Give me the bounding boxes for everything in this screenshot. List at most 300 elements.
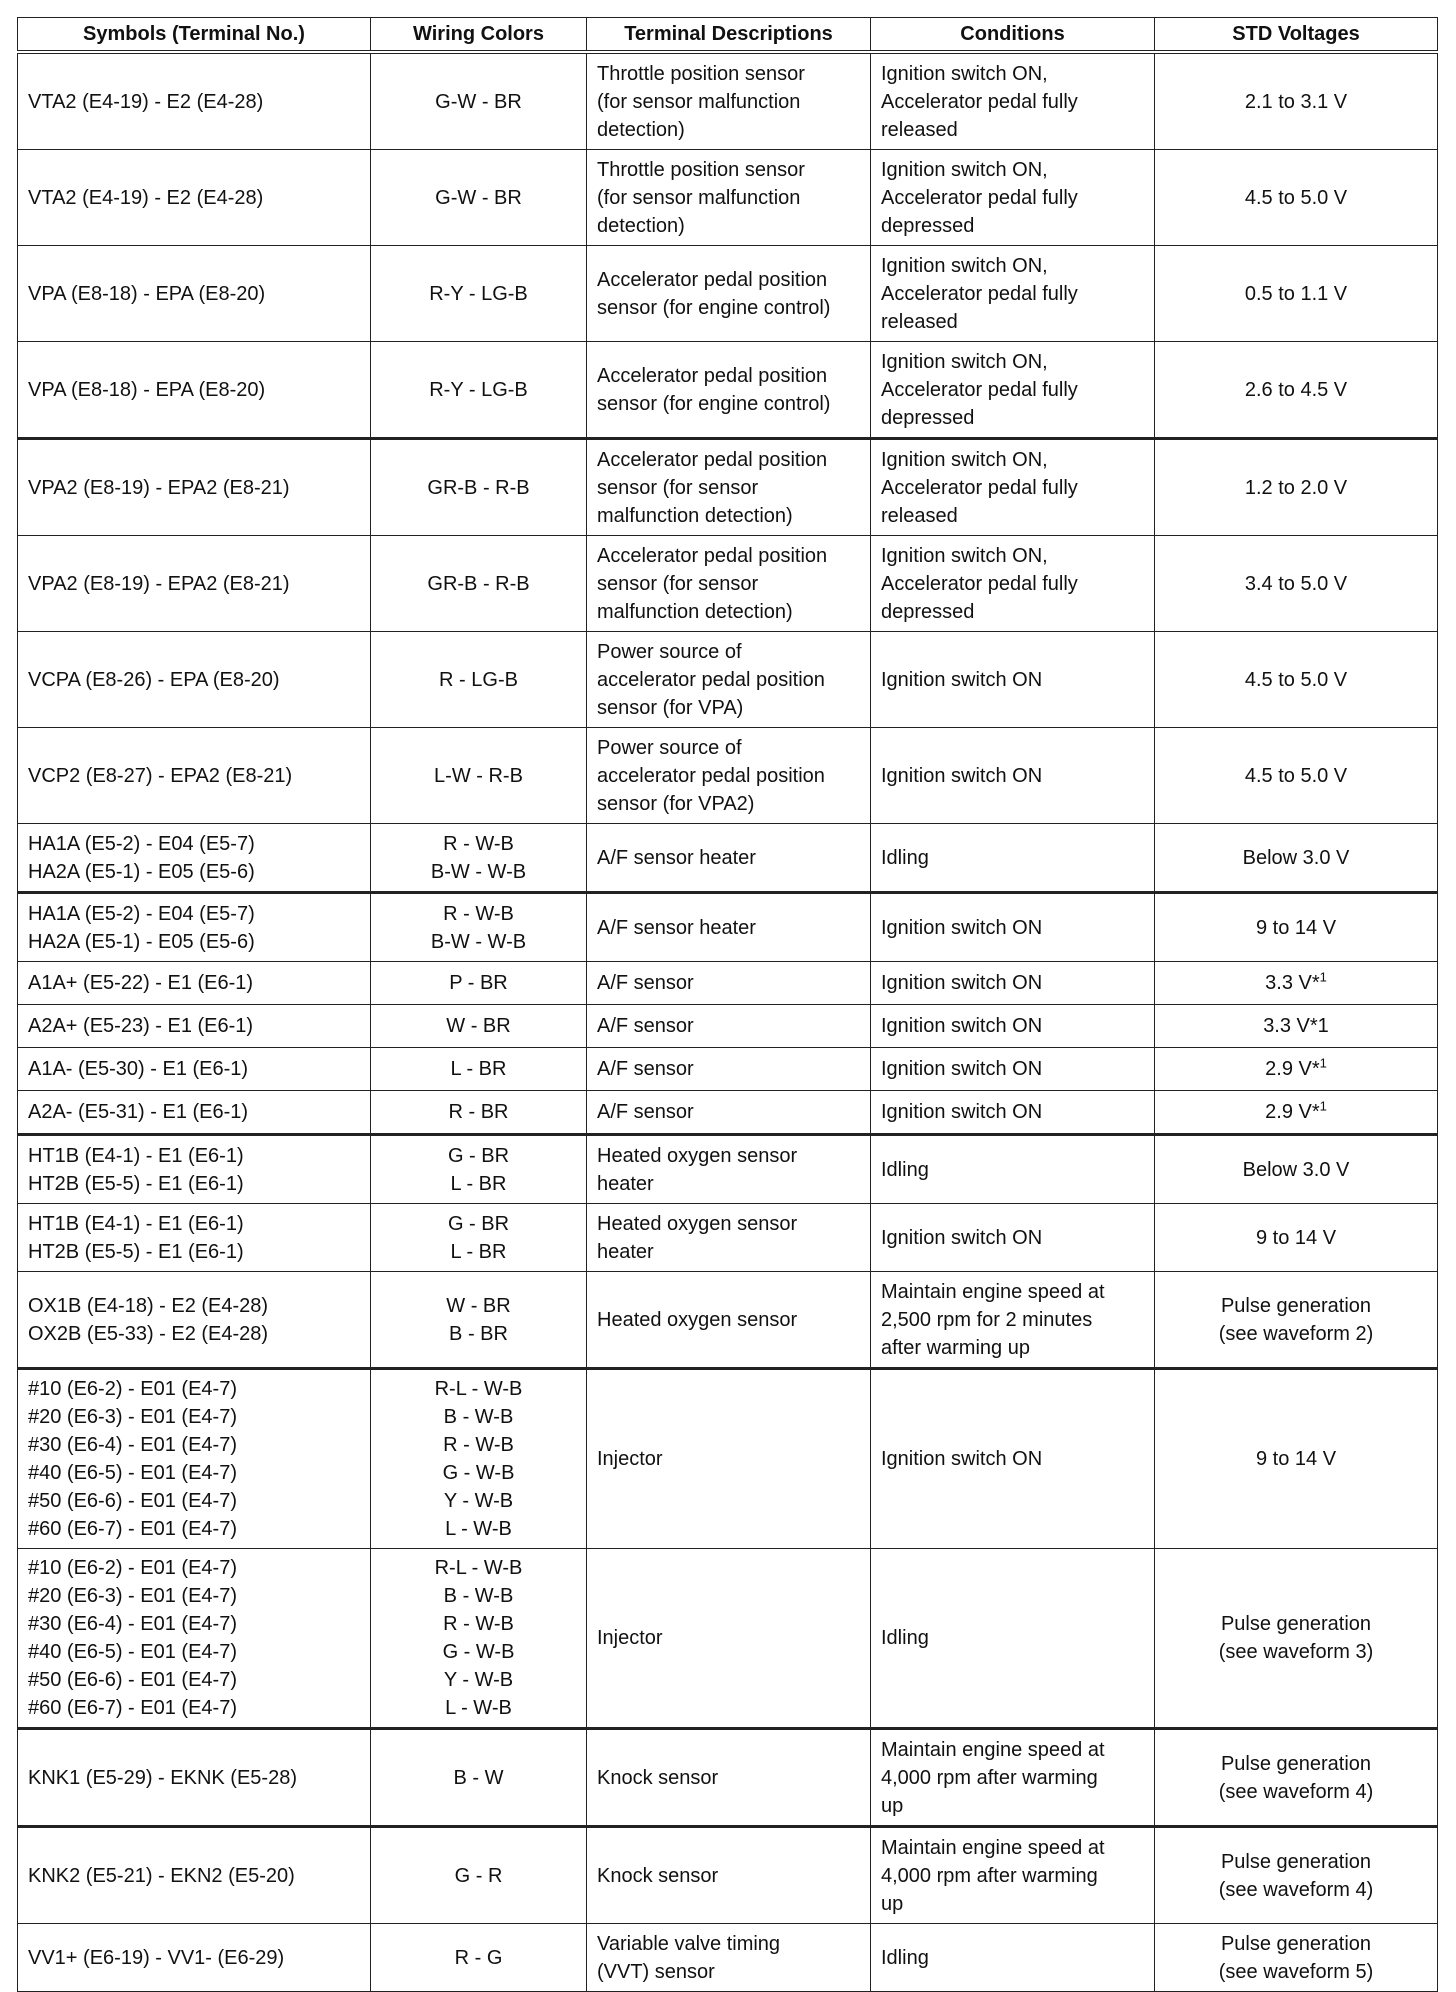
header-std-voltages: STD Voltages — [1155, 18, 1438, 53]
cell-wiring-colors — [371, 342, 587, 439]
cell-std-voltage-line: 9 to 14 V — [1255, 916, 1337, 939]
cell-std-voltage-line: (see waveform 4) — [1218, 1780, 1374, 1803]
cell-symbols — [18, 439, 371, 536]
cell-conditions-line: Maintain engine speed at — [881, 1738, 1105, 1761]
cell-terminal-description — [587, 52, 871, 150]
cell-wiring-colors-line: L - BR — [450, 1240, 507, 1263]
cell-std-voltage-line: Pulse generation — [1220, 1752, 1372, 1775]
cell-terminal-description-line: (for sensor malfunction — [597, 90, 801, 113]
cell-conditions — [871, 342, 1155, 439]
cell-symbols-line: VCPA (E8-26) - EPA (E8-20) — [28, 668, 280, 691]
cell-terminal-description — [587, 1005, 871, 1048]
cell-std-voltage-line: 9 to 14 V — [1255, 1448, 1337, 1470]
cell-conditions — [871, 1204, 1155, 1272]
cell-symbols — [18, 1549, 371, 1729]
cell-conditions-line: Ignition switch ON — [881, 1015, 1043, 1037]
cell-std-voltage-line: 9 to 14 V — [1255, 1226, 1337, 1249]
cell-terminal-description-line: A/F sensor — [597, 1015, 694, 1037]
cell-wiring-colors — [371, 439, 587, 536]
cell-terminal-description-line: Variable valve timing — [597, 1932, 781, 1955]
cell-wiring-colors-line: W - BR — [446, 1015, 511, 1037]
cell-terminal-description-line: detection) — [597, 214, 685, 237]
cell-wiring-colors — [371, 1091, 587, 1135]
cell-wiring-colors-line: B - BR — [449, 1322, 508, 1345]
cell-conditions — [871, 536, 1155, 632]
cell-symbols-line: VCP2 (E8-27) - EPA2 (E8-21) — [28, 764, 293, 787]
cell-conditions-line: Ignition switch ON, — [881, 544, 1048, 567]
table-row — [18, 824, 1438, 893]
table-row — [18, 439, 1438, 536]
cell-std-voltage — [1155, 1924, 1438, 1992]
cell-conditions-line: Ignition switch ON — [881, 764, 1043, 787]
cell-conditions — [871, 962, 1155, 1005]
cell-symbols-line: VPA (E8-18) - EPA (E8-20) — [28, 282, 266, 305]
cell-symbols — [18, 536, 371, 632]
cell-std-voltage-line: Pulse generation — [1220, 1850, 1372, 1873]
cell-symbols — [18, 893, 371, 962]
cell-symbols-line: VTA2 (E4-19) - E2 (E4-28) — [28, 186, 264, 209]
cell-conditions-line: Maintain engine speed at — [881, 1836, 1105, 1859]
cell-wiring-colors-line: W - BR — [446, 1294, 511, 1317]
cell-conditions — [871, 1827, 1155, 1924]
cell-wiring-colors-line: L - W-B — [445, 1697, 512, 1719]
cell-wiring-colors-line: L - BR — [450, 1172, 507, 1195]
cell-symbols-line: #60 (E6-7) - E01 (E4-7) — [28, 1697, 237, 1719]
cell-conditions — [871, 439, 1155, 536]
cell-std-voltage-line: Pulse generation — [1220, 1613, 1372, 1635]
cell-wiring-colors — [371, 1135, 587, 1204]
cell-std-voltage-line: (see waveform 2) — [1218, 1322, 1374, 1345]
cell-terminal-description-line: heater — [597, 1240, 654, 1263]
cell-wiring-colors — [371, 632, 587, 728]
cell-conditions-line: Ignition switch ON, — [881, 158, 1048, 181]
cell-terminal-description-line: accelerator pedal position — [597, 764, 825, 787]
table-row — [18, 1549, 1438, 1729]
cell-terminal-description-line: malfunction detection) — [597, 504, 793, 527]
cell-wiring-colors-line: G - W-B — [442, 1462, 515, 1484]
cell-symbols-line: VV1+ (E6-19) - VV1- (E6-29) — [28, 1946, 285, 1969]
table-row — [18, 1729, 1438, 1827]
table-row — [18, 536, 1438, 632]
cell-terminal-description — [587, 1924, 871, 1992]
cell-symbols-line: VPA2 (E8-19) - EPA2 (E8-21) — [28, 572, 290, 595]
cell-terminal-description — [587, 824, 871, 893]
cell-conditions-line: 4,000 rpm after warming — [881, 1864, 1098, 1887]
cell-std-voltage-line: 4.5 to 5.0 V — [1244, 764, 1348, 787]
cell-std-voltage — [1155, 1048, 1438, 1091]
cell-terminal-description-line: sensor (for sensor — [597, 476, 759, 499]
cell-conditions-line: Ignition switch ON — [881, 972, 1043, 994]
cell-symbols-line: #20 (E6-3) - E01 (E4-7) — [28, 1406, 237, 1428]
cell-std-voltage-line: 4.5 to 5.0 V — [1244, 668, 1348, 691]
cell-conditions-line: up — [881, 1892, 904, 1915]
footnote-marker: 1 — [1319, 1098, 1327, 1114]
cell-conditions-line: Ignition switch ON — [881, 1058, 1043, 1080]
cell-wiring-colors — [371, 536, 587, 632]
cell-symbols-line: A1A- (E5-30) - E1 (E6-1) — [28, 1058, 249, 1080]
cell-symbols-line: #30 (E6-4) - E01 (E4-7) — [28, 1613, 237, 1635]
cell-std-voltage — [1155, 1729, 1438, 1827]
cell-terminal-description — [587, 342, 871, 439]
cell-symbols — [18, 1272, 371, 1369]
cell-symbols — [18, 342, 371, 439]
cell-terminal-description — [587, 246, 871, 342]
cell-symbols-line: #10 (E6-2) - E01 (E4-7) — [28, 1557, 237, 1579]
cell-symbols-line: HA2A (E5-1) - E05 (E5-6) — [28, 930, 255, 953]
cell-conditions-line: Accelerator pedal fully — [881, 90, 1078, 113]
cell-terminal-description — [587, 962, 871, 1005]
cell-symbols-line: A2A- (E5-31) - E1 (E6-1) — [28, 1101, 249, 1123]
header-wiring-colors: Wiring Colors — [371, 18, 587, 53]
cell-symbols-line: HT1B (E4-1) - E1 (E6-1) — [28, 1144, 244, 1167]
cell-wiring-colors-line: R - BR — [448, 1101, 509, 1123]
cell-conditions — [871, 632, 1155, 728]
cell-std-voltage — [1155, 536, 1438, 632]
cell-symbols — [18, 1135, 371, 1204]
cell-symbols-line: VPA2 (E8-19) - EPA2 (E8-21) — [28, 476, 290, 499]
cell-terminal-description-line: accelerator pedal position — [597, 668, 825, 691]
table-row — [18, 1005, 1438, 1048]
footnote-marker: 1 — [1319, 1055, 1327, 1071]
cell-symbols-line: HA1A (E5-2) - E04 (E5-7) — [28, 832, 255, 855]
cell-std-voltage-line: Pulse generation — [1220, 1932, 1372, 1955]
cell-wiring-colors — [371, 893, 587, 962]
cell-terminal-description — [587, 1827, 871, 1924]
cell-symbols-line: A2A+ (E5-23) - E1 (E6-1) — [28, 1015, 254, 1037]
cell-terminal-description — [587, 1272, 871, 1369]
cell-symbols-line: #10 (E6-2) - E01 (E4-7) — [28, 1378, 237, 1400]
cell-terminal-description — [587, 1369, 871, 1549]
cell-std-voltage — [1155, 1135, 1438, 1204]
table-row — [18, 1204, 1438, 1272]
cell-std-voltage-line: 3.3 V*$^1$ — [1265, 969, 1327, 994]
cell-conditions-line: Accelerator pedal fully — [881, 572, 1078, 595]
cell-wiring-colors-line: L-W - R-B — [434, 764, 523, 787]
cell-std-voltage-line: 2.9 V*$^1$ — [1265, 1055, 1327, 1080]
cell-wiring-colors-line: G - W-B — [442, 1641, 515, 1663]
cell-conditions-line: 4,000 rpm after warming — [881, 1766, 1098, 1789]
table-row — [18, 1272, 1438, 1369]
cell-conditions — [871, 1924, 1155, 1992]
cell-conditions-line: Accelerator pedal fully — [881, 186, 1078, 209]
cell-conditions — [871, 1005, 1155, 1048]
cell-std-voltage-line: Pulse generation — [1220, 1294, 1372, 1317]
cell-terminal-description — [587, 1729, 871, 1827]
table-row — [18, 962, 1438, 1005]
cell-wiring-colors-line: B - W-B — [443, 1406, 514, 1428]
cell-conditions-line: Maintain engine speed at — [881, 1280, 1105, 1303]
cell-terminal-description — [587, 728, 871, 824]
cell-conditions-line: Ignition switch ON, — [881, 62, 1048, 85]
cell-symbols-line: KNK2 (E5-21) - EKN2 (E5-20) — [28, 1864, 295, 1887]
cell-conditions — [871, 52, 1155, 150]
table-body — [18, 52, 1438, 1992]
cell-symbols-line: HT2B (E5-5) - E1 (E6-1) — [28, 1172, 244, 1195]
cell-terminal-description — [587, 536, 871, 632]
cell-wiring-colors-line: R - W-B — [443, 902, 514, 925]
terminal-voltage-table-wrapper — [17, 17, 1437, 1992]
cell-symbols-line: #40 (E6-5) - E01 (E4-7) — [28, 1641, 237, 1663]
cell-conditions-line: Idling — [881, 846, 929, 869]
cell-std-voltage — [1155, 1549, 1438, 1729]
cell-std-voltage — [1155, 52, 1438, 150]
header-symbols: Symbols (Terminal No.) — [18, 18, 371, 53]
cell-wiring-colors-line: Y - W-B — [443, 1669, 514, 1691]
cell-wiring-colors-line: B - W — [453, 1766, 504, 1789]
cell-wiring-colors-line: R - LG-B — [439, 668, 518, 691]
cell-wiring-colors — [371, 1005, 587, 1048]
cell-wiring-colors-line: L - W-B — [445, 1518, 512, 1540]
cell-conditions-line: 2,500 rpm for 2 minutes — [881, 1308, 1093, 1331]
cell-symbols-line: A1A+ (E5-22) - E1 (E6-1) — [28, 972, 254, 994]
cell-symbols-line: #50 (E6-6) - E01 (E4-7) — [28, 1490, 237, 1512]
cell-conditions — [871, 1369, 1155, 1549]
cell-terminal-description — [587, 632, 871, 728]
cell-conditions-line: released — [881, 504, 958, 527]
cell-wiring-colors — [371, 1204, 587, 1272]
cell-terminal-description-line: Heated oxygen sensor — [597, 1308, 798, 1331]
cell-symbols-line: #20 (E6-3) - E01 (E4-7) — [28, 1585, 237, 1607]
cell-terminal-description-line: sensor (for VPA2) — [597, 792, 755, 815]
cell-std-voltage — [1155, 1827, 1438, 1924]
cell-wiring-colors — [371, 1827, 587, 1924]
cell-terminal-description-line: Knock sensor — [597, 1864, 719, 1887]
cell-conditions-line: Idling — [881, 1158, 929, 1181]
cell-symbols — [18, 1369, 371, 1549]
cell-std-voltage — [1155, 246, 1438, 342]
cell-terminal-description-line: Power source of — [597, 640, 742, 663]
cell-symbols-line: HT2B (E5-5) - E1 (E6-1) — [28, 1240, 244, 1263]
cell-symbols — [18, 1091, 371, 1135]
cell-terminal-description — [587, 1204, 871, 1272]
cell-symbols — [18, 1005, 371, 1048]
cell-symbols — [18, 52, 371, 150]
cell-wiring-colors-line: P - BR — [449, 972, 508, 994]
cell-symbols-line: #30 (E6-4) - E01 (E4-7) — [28, 1434, 237, 1456]
cell-symbols — [18, 728, 371, 824]
cell-terminal-description-line: Injector — [597, 1448, 663, 1470]
cell-symbols — [18, 1924, 371, 1992]
cell-terminal-description-line: A/F sensor — [597, 1101, 694, 1123]
cell-symbols-line: #40 (E6-5) - E01 (E4-7) — [28, 1462, 237, 1484]
cell-terminal-description-line: Accelerator pedal position — [597, 364, 828, 387]
cell-wiring-colors — [371, 1048, 587, 1091]
cell-wiring-colors — [371, 1924, 587, 1992]
cell-wiring-colors-line: R-Y - LG-B — [429, 378, 528, 401]
cell-wiring-colors — [371, 728, 587, 824]
cell-symbols-line: KNK1 (E5-29) - EKNK (E5-28) — [28, 1766, 297, 1789]
cell-conditions-line: Ignition switch ON, — [881, 350, 1048, 373]
cell-conditions — [871, 1549, 1155, 1729]
cell-symbols — [18, 824, 371, 893]
cell-conditions — [871, 824, 1155, 893]
cell-wiring-colors-line: G - BR — [447, 1144, 510, 1167]
cell-std-voltage — [1155, 1272, 1438, 1369]
table-row — [18, 52, 1438, 150]
footnote-marker: 1 — [1319, 969, 1327, 985]
cell-terminal-description-line: A/F sensor heater — [597, 846, 756, 869]
cell-std-voltage-line: 2.6 to 4.5 V — [1244, 378, 1348, 401]
cell-conditions-line: released — [881, 118, 958, 141]
cell-wiring-colors-line: R - W-B — [443, 1434, 514, 1456]
cell-wiring-colors-line: G-W - BR — [435, 186, 522, 209]
cell-wiring-colors-line: GR-B - R-B — [427, 476, 530, 499]
cell-conditions-line: depressed — [881, 406, 975, 429]
cell-conditions-line: Accelerator pedal fully — [881, 282, 1078, 305]
cell-conditions-line: Ignition switch ON, — [881, 254, 1048, 277]
cell-wiring-colors — [371, 1729, 587, 1827]
table-row — [18, 1369, 1438, 1549]
cell-terminal-description — [587, 1091, 871, 1135]
cell-terminal-description-line: Accelerator pedal position — [597, 268, 828, 291]
table-row — [18, 342, 1438, 439]
cell-terminal-description — [587, 150, 871, 246]
cell-symbols-line: HT1B (E4-1) - E1 (E6-1) — [28, 1212, 244, 1235]
cell-conditions — [871, 246, 1155, 342]
cell-wiring-colors-line: G - BR — [447, 1212, 510, 1235]
cell-terminal-description-line: Accelerator pedal position — [597, 544, 828, 567]
cell-std-voltage-line: (see waveform 4) — [1218, 1878, 1374, 1901]
cell-terminal-description-line: Throttle position sensor — [597, 158, 805, 181]
cell-conditions-line: depressed — [881, 600, 975, 623]
cell-wiring-colors-line: G - R — [454, 1864, 503, 1887]
cell-symbols-line: HA1A (E5-2) - E04 (E5-7) — [28, 902, 255, 925]
cell-wiring-colors — [371, 824, 587, 893]
cell-conditions-line: Ignition switch ON — [881, 1448, 1043, 1470]
cell-std-voltage-line: Below 3.0 V — [1242, 1158, 1350, 1181]
cell-conditions-line: Ignition switch ON — [881, 668, 1043, 691]
cell-wiring-colors-line: GR-B - R-B — [427, 572, 530, 595]
cell-wiring-colors-line: B-W - W-B — [430, 930, 527, 953]
cell-terminal-description-line: Throttle position sensor — [597, 62, 805, 85]
table-row — [18, 728, 1438, 824]
cell-conditions-line: up — [881, 1794, 904, 1817]
cell-std-voltage-line: 3.4 to 5.0 V — [1244, 572, 1348, 595]
cell-terminal-description-line: sensor (for VPA) — [597, 696, 744, 719]
cell-std-voltage-line: (see waveform 5) — [1218, 1960, 1374, 1983]
cell-wiring-colors-line: L - BR — [450, 1058, 507, 1080]
cell-conditions-line: Accelerator pedal fully — [881, 378, 1078, 401]
cell-terminal-description-line: heater — [597, 1172, 654, 1195]
cell-std-voltage-line: Below 3.0 V — [1242, 846, 1350, 869]
table-header-row — [18, 18, 1438, 53]
cell-std-voltage — [1155, 1204, 1438, 1272]
cell-terminal-description — [587, 1549, 871, 1729]
cell-wiring-colors-line: R - G — [454, 1946, 503, 1969]
cell-std-voltage — [1155, 728, 1438, 824]
cell-std-voltage-line: 2.1 to 3.1 V — [1244, 90, 1348, 113]
cell-wiring-colors-line: G-W - BR — [435, 90, 522, 113]
cell-std-voltage — [1155, 1005, 1438, 1048]
header-terminal-descriptions: Terminal Descriptions — [587, 18, 871, 53]
cell-terminal-description-line: Knock sensor — [597, 1766, 719, 1789]
cell-symbols-line: #60 (E6-7) - E01 (E4-7) — [28, 1518, 237, 1540]
cell-wiring-colors-line: R-L - W-B — [434, 1378, 523, 1400]
cell-terminal-description — [587, 1048, 871, 1091]
table-row — [18, 1048, 1438, 1091]
cell-std-voltage — [1155, 439, 1438, 536]
cell-std-voltage — [1155, 824, 1438, 893]
table-row — [18, 632, 1438, 728]
cell-conditions-line: Ignition switch ON — [881, 1101, 1043, 1123]
table-row — [18, 1827, 1438, 1924]
cell-wiring-colors — [371, 1369, 587, 1549]
cell-conditions — [871, 1091, 1155, 1135]
cell-terminal-description-line: sensor (for sensor — [597, 572, 759, 595]
cell-std-voltage-line: 4.5 to 5.0 V — [1244, 186, 1348, 209]
table-row — [18, 150, 1438, 246]
cell-symbols — [18, 1827, 371, 1924]
cell-conditions-line: after warming up — [881, 1336, 1030, 1359]
cell-wiring-colors — [371, 150, 587, 246]
cell-terminal-description-line: sensor (for engine control) — [597, 296, 831, 319]
cell-symbols-line: #50 (E6-6) - E01 (E4-7) — [28, 1669, 237, 1691]
cell-symbols-line: VPA (E8-18) - EPA (E8-20) — [28, 378, 266, 401]
cell-std-voltage-line: 3.3 V*1 — [1263, 1015, 1329, 1037]
table-row — [18, 246, 1438, 342]
cell-conditions-line: released — [881, 310, 958, 333]
cell-std-voltage-line: 1.2 to 2.0 V — [1244, 476, 1348, 499]
cell-symbols — [18, 246, 371, 342]
cell-wiring-colors-line: R-L - W-B — [434, 1557, 523, 1579]
cell-std-voltage — [1155, 342, 1438, 439]
cell-conditions — [871, 1048, 1155, 1091]
cell-terminal-description-line: Injector — [597, 1627, 663, 1649]
cell-symbols-line: OX1B (E4-18) - E2 (E4-28) — [28, 1294, 269, 1317]
cell-symbols-line: OX2B (E5-33) - E2 (E4-28) — [28, 1322, 269, 1345]
cell-std-voltage — [1155, 150, 1438, 246]
cell-terminal-description-line: (for sensor malfunction — [597, 186, 801, 209]
cell-terminal-description-line: Accelerator pedal position — [597, 448, 828, 471]
cell-conditions — [871, 1729, 1155, 1827]
cell-std-voltage-line: (see waveform 3) — [1218, 1641, 1374, 1663]
table-row — [18, 1924, 1438, 1992]
cell-wiring-colors — [371, 52, 587, 150]
cell-conditions-line: Idling — [881, 1627, 929, 1649]
cell-conditions-line: Idling — [881, 1946, 929, 1969]
cell-std-voltage-line: 2.9 V*$^1$ — [1265, 1098, 1327, 1123]
cell-symbols — [18, 150, 371, 246]
cell-terminal-description-line: A/F sensor heater — [597, 916, 756, 939]
cell-terminal-description-line: detection) — [597, 118, 685, 141]
cell-terminal-description-line: Heated oxygen sensor — [597, 1144, 798, 1167]
cell-terminal-description-line: Heated oxygen sensor — [597, 1212, 798, 1235]
cell-wiring-colors — [371, 1272, 587, 1369]
cell-conditions — [871, 150, 1155, 246]
cell-std-voltage — [1155, 632, 1438, 728]
cell-symbols — [18, 632, 371, 728]
cell-std-voltage — [1155, 1091, 1438, 1135]
cell-wiring-colors — [371, 962, 587, 1005]
cell-wiring-colors-line: B - W-B — [443, 1585, 514, 1607]
cell-terminal-description — [587, 1135, 871, 1204]
cell-conditions — [871, 728, 1155, 824]
table-row — [18, 893, 1438, 962]
cell-wiring-colors-line: R - W-B — [443, 1613, 514, 1635]
header-conditions: Conditions — [871, 18, 1155, 53]
cell-conditions — [871, 1135, 1155, 1204]
cell-symbols — [18, 1729, 371, 1827]
cell-wiring-colors-line: R-Y - LG-B — [429, 282, 528, 305]
cell-std-voltage — [1155, 1369, 1438, 1549]
cell-conditions-line: Ignition switch ON, — [881, 448, 1048, 471]
cell-terminal-description-line: A/F sensor — [597, 972, 694, 994]
cell-wiring-colors — [371, 1549, 587, 1729]
cell-conditions-line: depressed — [881, 214, 975, 237]
cell-std-voltage — [1155, 962, 1438, 1005]
table-row — [18, 1091, 1438, 1135]
cell-symbols — [18, 1048, 371, 1091]
